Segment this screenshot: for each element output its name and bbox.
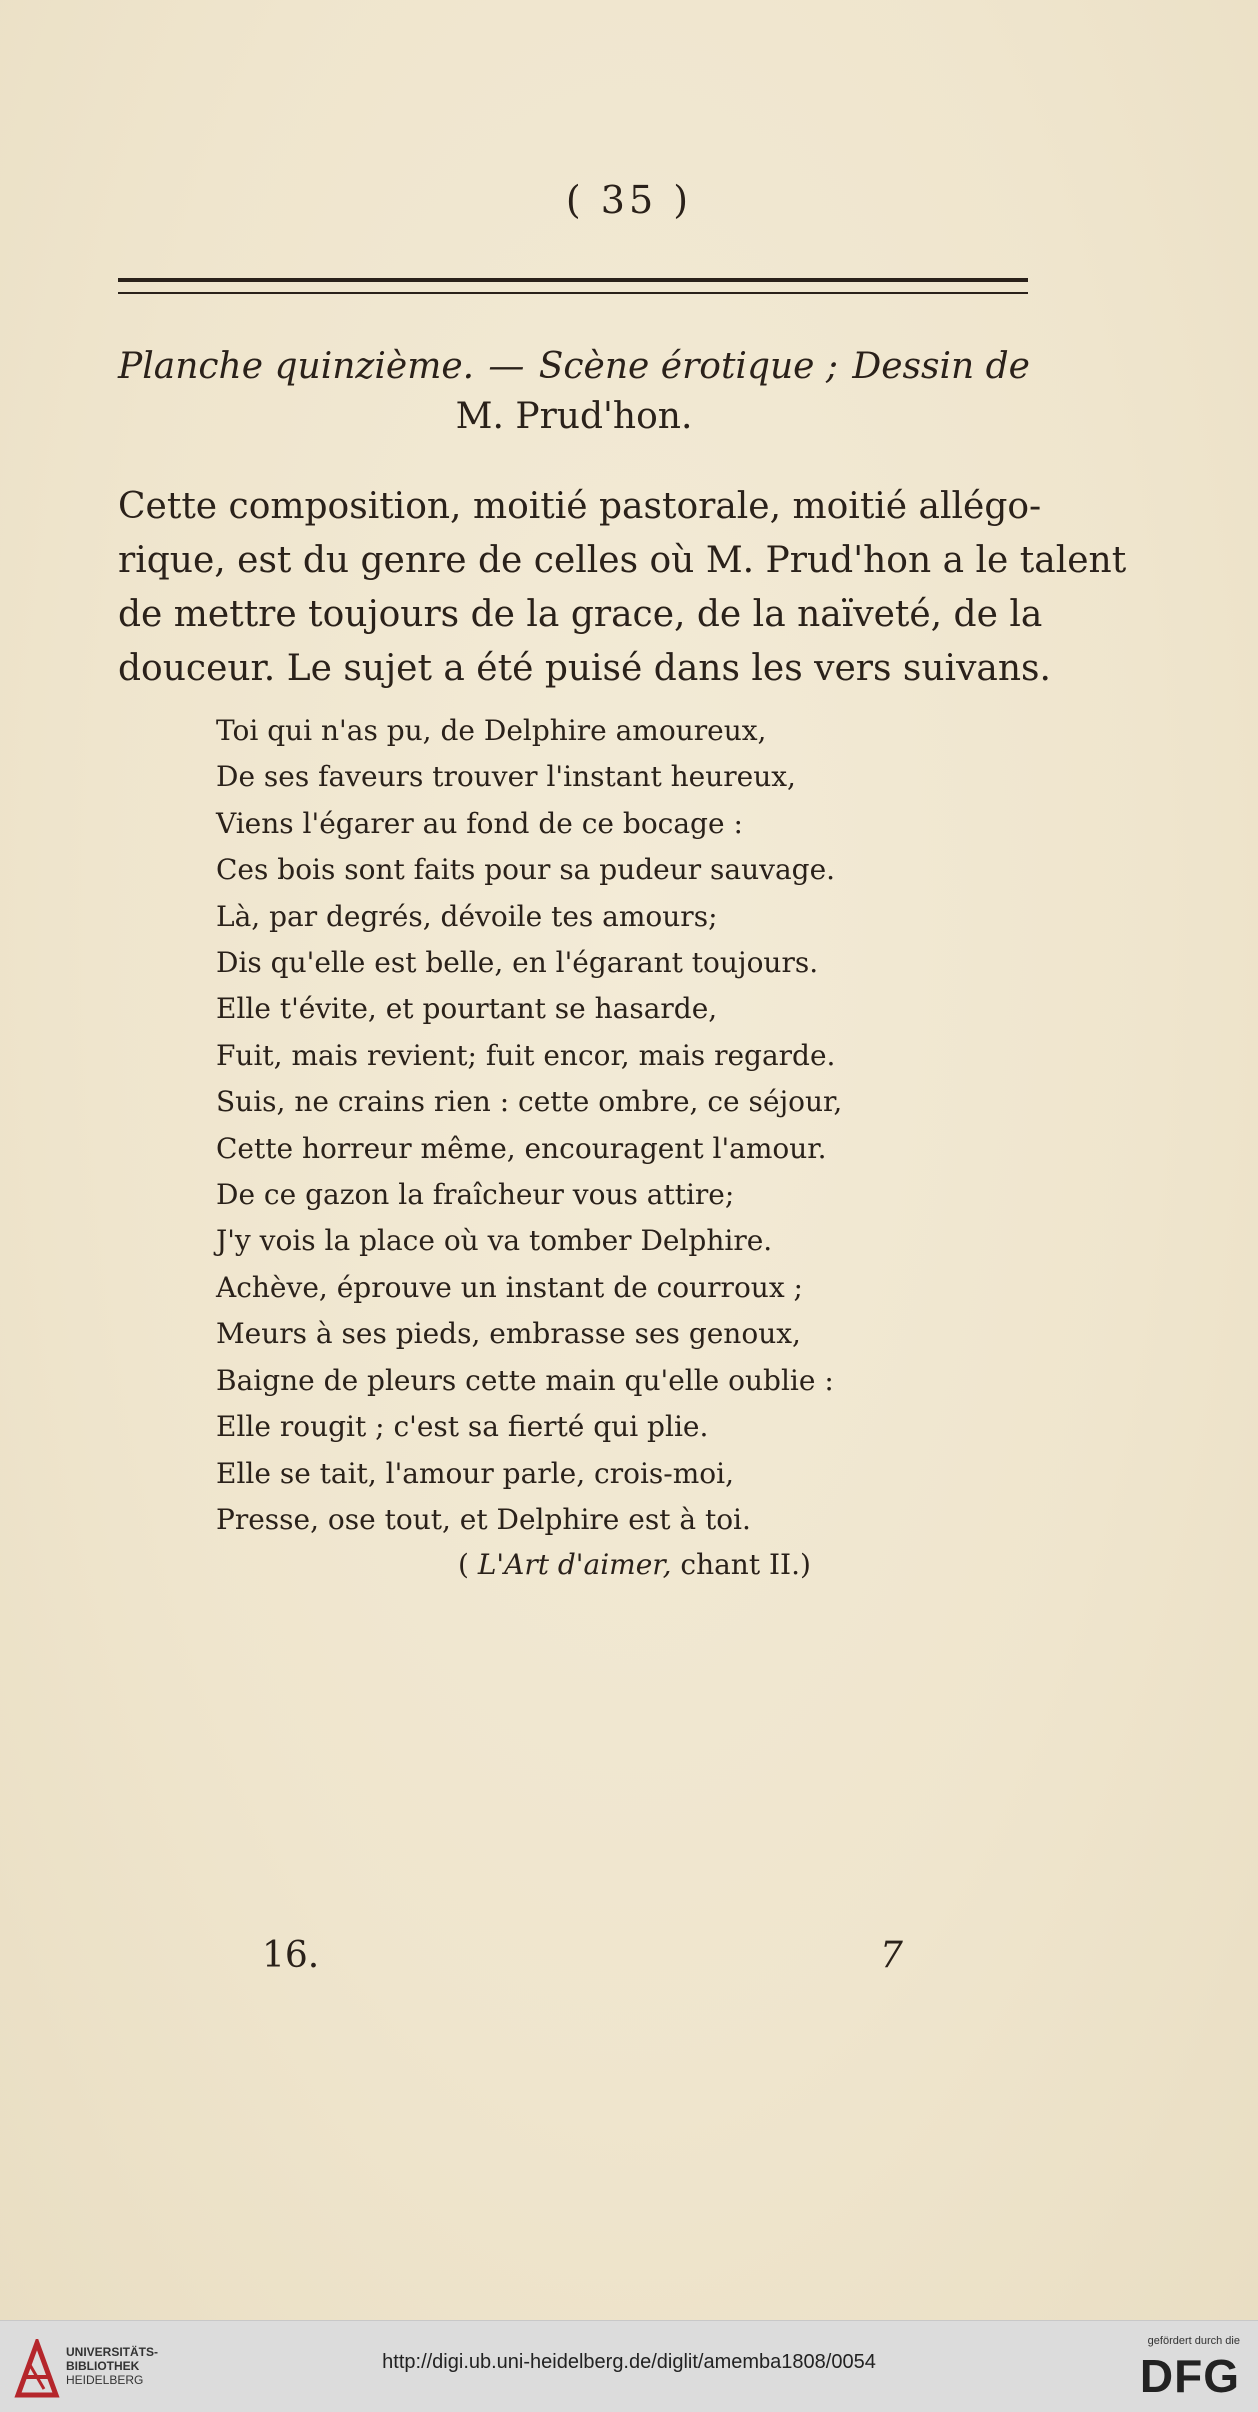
verse-attribution	[458, 1542, 811, 1588]
verse-line: Fuit, mais revient; fuit encor, mais regarde.	[216, 1038, 836, 1072]
verse-line: Achève, éprouve un instant de courroux ;	[216, 1270, 803, 1304]
verse-line: Suis, ne crains rien : cette ombre, ce séjour,	[216, 1085, 843, 1119]
attribution-title: L'Art d'aimer,	[477, 1548, 672, 1581]
heading-part: Planche quinzième.	[118, 346, 475, 387]
paragraph-line: rique, est du genre de celles où M. Prud'hon a le talent	[118, 540, 1127, 581]
library-name-line: UNIVERSITÄTS-	[66, 2345, 159, 2359]
paragraph-line: de mettre toujours de la grace, de la naïveté, de la	[118, 594, 1043, 635]
signature-mark-right: 7	[880, 1935, 903, 1976]
verse-line: Toi qui n'as pu, de Delphire amoureux,	[216, 714, 767, 747]
heading-part: Scène érotique ;	[538, 346, 839, 387]
verse-line: Presse, ose tout, et Delphire est à toi.	[216, 1502, 751, 1536]
verse-line: Ces bois sont faits pour sa pudeur sauvage.	[216, 853, 836, 887]
digitization-footer	[0, 2320, 1258, 2412]
verse-line: De ses faveurs trouver l'instant heureux,	[216, 760, 796, 794]
verse-line: Meurs à ses pieds, embrasse ses genoux,	[216, 1317, 801, 1351]
header-rule-thick	[118, 278, 1028, 282]
library-name-line: HEIDELBERG	[66, 2373, 144, 2387]
verse-line: Dis qu'elle est belle, en l'égarant toujours.	[216, 946, 819, 980]
heading-part: Dessin de	[852, 346, 1030, 387]
funder-caption: gefördert durch die	[1147, 2335, 1240, 2347]
verse-line: Viens l'égarer au fond de ce bocage :	[216, 806, 743, 840]
verse-quotation	[216, 708, 842, 1543]
dfg-logo: DFG	[1139, 2350, 1240, 2402]
attribution-open: (	[458, 1548, 478, 1581]
verse-line: Là, par degrés, dévoile tes amours;	[216, 899, 718, 933]
signature-mark-left: 16.	[262, 1935, 320, 1976]
library-name-line: BIBLIOTHEK	[66, 2359, 140, 2373]
attribution-rest: chant II.)	[671, 1548, 811, 1581]
description-paragraph	[118, 480, 1127, 696]
verse-line: Elle t'évite, et pourtant se hasarde,	[216, 992, 718, 1026]
verse-line: De ce gazon la fraîcheur vous attire;	[216, 1178, 735, 1212]
verse-line: Cette horreur même, encouragent l'amour.	[216, 1131, 827, 1165]
plate-heading	[118, 342, 1030, 442]
verse-line: J'y vois la place où va tomber Delphire.	[216, 1224, 773, 1258]
page-number: ( 35 )	[565, 178, 693, 222]
paragraph-line: Cette composition, moitié pastorale, moitié allégo-	[118, 486, 1042, 527]
permalink-url[interactable]: http://digi.ub.uni-heidelberg.de/diglit/amemba1808/0054	[382, 2351, 876, 2373]
heading-line-2: M. Prud'hon.	[455, 396, 693, 437]
heading-part: —	[488, 346, 525, 387]
heading-line-1	[118, 342, 1030, 392]
paragraph-line: douceur. Le sujet a été puisé dans les vers suivans.	[118, 648, 1051, 689]
verse-line: Elle se tait, l'amour parle, crois-moi,	[216, 1456, 734, 1490]
verse-line: Baigne de pleurs cette main qu'elle oublie :	[216, 1363, 834, 1397]
header-rule-thin	[118, 292, 1028, 294]
verse-line: Elle rougit ; c'est sa fierté qui plie.	[216, 1410, 709, 1444]
